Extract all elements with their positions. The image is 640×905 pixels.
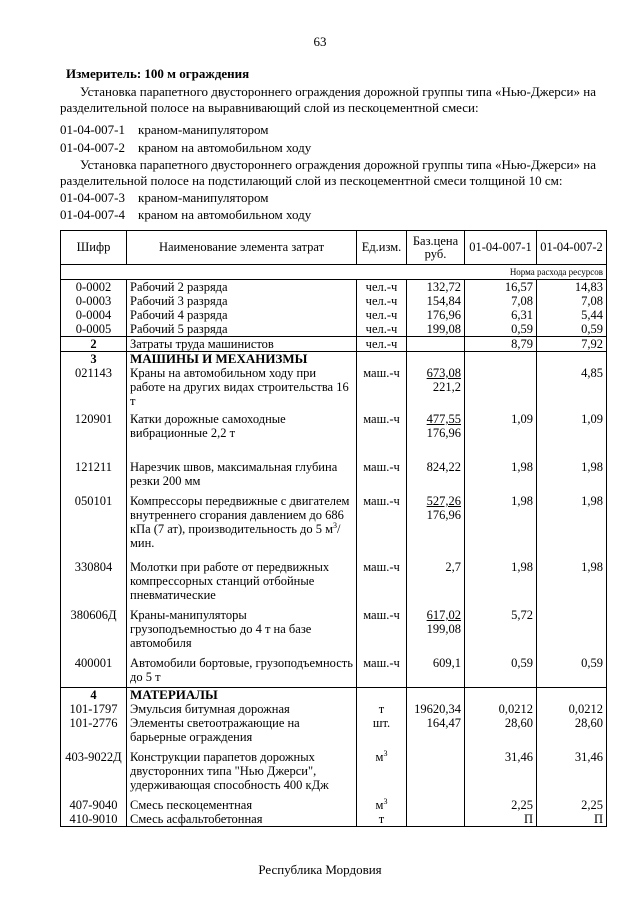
code: 01-04-007-2 bbox=[60, 140, 125, 155]
machine-name: Компрессоры передвижные с двигателем внутреннего сгорания давлением до 686 кПа (7 ат), производительность до 5 м bbox=[130, 494, 350, 536]
price-bottom: 221,2 bbox=[432, 380, 461, 394]
cell-unit: маш.-ч bbox=[357, 608, 407, 656]
unit-text: т bbox=[378, 701, 385, 716]
section-row-materials bbox=[61, 687, 607, 702]
cell-value-1: 2,25 bbox=[465, 798, 537, 812]
name-tail: /мин. bbox=[130, 522, 341, 550]
cell-name: Смесь асфальтобетонная bbox=[127, 812, 357, 827]
cell-code: 330804 bbox=[61, 560, 127, 608]
cell-unit: маш.-ч bbox=[357, 494, 407, 560]
cell-price: 199,08 bbox=[407, 322, 465, 337]
cell-value-2: 1,98 bbox=[537, 560, 607, 608]
cell-value-1: 1,98 bbox=[465, 460, 537, 494]
cell-value-1: 1,09 bbox=[465, 412, 537, 460]
price-top: 617,02 bbox=[426, 608, 461, 622]
header-unit: Ед.изм. bbox=[357, 231, 407, 265]
cell-value-2: 2,25 bbox=[537, 798, 607, 812]
header-col-1: 01-04-007-1 bbox=[465, 231, 537, 265]
header-name: Наименование элемента затрат bbox=[127, 231, 357, 265]
cell-value-1: П bbox=[465, 812, 537, 827]
header-price: Баз.цена руб. bbox=[407, 231, 465, 265]
cell-name bbox=[127, 460, 357, 494]
price-top: 527,26 bbox=[426, 494, 461, 508]
cell-code: 050101 bbox=[61, 494, 127, 560]
cell-unit bbox=[357, 750, 407, 798]
cell-value-1: 0,59 bbox=[465, 656, 537, 687]
cell-value-1: 0,59 bbox=[465, 322, 537, 337]
cell-price bbox=[407, 812, 465, 827]
price-bottom: 609,1 bbox=[432, 656, 461, 670]
cell-empty bbox=[407, 352, 465, 367]
cell-unit: чел.-ч bbox=[357, 337, 407, 352]
cell-value-2 bbox=[537, 608, 607, 656]
cell-price bbox=[407, 798, 465, 812]
cell-code: 021143 bbox=[61, 366, 127, 412]
machine-name: Нарезчик швов, максимальная глубина резки 200 мм bbox=[130, 460, 338, 488]
price-bottom: 2,7 bbox=[445, 560, 461, 574]
price-top: 477,55 bbox=[426, 412, 461, 426]
machine-name: Краны на автомобильном ходу при работе на других видах строительства 16 т bbox=[130, 366, 349, 408]
cell-value-2: 0,59 bbox=[537, 656, 607, 687]
code-line-3 bbox=[60, 190, 269, 206]
intro-paragraph-2: Установка парапетного двустороннего ограждения дорожной группы типа «Нью-Джерси» на разделительной полосе на подстилающий слой из пескоцементной смеси толщиной 10 см: bbox=[60, 157, 596, 188]
cell-value-2: 7,92 bbox=[537, 337, 607, 352]
cell-name bbox=[127, 608, 357, 656]
unit-text: м bbox=[375, 797, 384, 812]
table-row bbox=[61, 798, 607, 812]
cell-value-2: 0,59 bbox=[537, 322, 607, 337]
cell-code: 380606Д bbox=[61, 608, 127, 656]
cell-code: 407-9040 bbox=[61, 798, 127, 812]
cell-price bbox=[407, 460, 465, 494]
resource-norms-table bbox=[60, 230, 607, 827]
cell-value-2: 1,09 bbox=[537, 412, 607, 460]
unit-text: шт. bbox=[372, 715, 391, 730]
cell-value-2: 1,98 bbox=[537, 494, 607, 560]
table-row bbox=[61, 812, 607, 827]
cell-price: 132,72 bbox=[407, 280, 465, 295]
cell-unit: маш.-ч bbox=[357, 560, 407, 608]
cell-empty bbox=[465, 687, 537, 702]
code-line-4 bbox=[60, 207, 311, 223]
cell-value-1 bbox=[465, 366, 537, 412]
table-row bbox=[61, 716, 607, 750]
table-header-row bbox=[61, 231, 607, 265]
cell-price: 19620,34 bbox=[407, 702, 465, 716]
machine-name: Молотки при работе от передвижных компрессорных станций отбойные пневматические bbox=[130, 560, 330, 602]
cell-value-2: 14,83 bbox=[537, 280, 607, 295]
intro-paragraph-1: Установка парапетного двустороннего ограждения дорожной группы типа «Нью-Джерси» на разделительной полосе на выравнивающий слой из пескоцементной смеси: bbox=[60, 84, 596, 115]
section-title: МАТЕРИАЛЫ bbox=[127, 687, 357, 702]
table-row bbox=[61, 494, 607, 560]
cell-name: Рабочий 4 разряда bbox=[127, 308, 357, 322]
table-row bbox=[61, 656, 607, 687]
price-bottom: 199,08 bbox=[426, 622, 461, 636]
cell-name bbox=[127, 412, 357, 460]
cell-value-1: 16,57 bbox=[465, 280, 537, 295]
cell-value-2: 28,60 bbox=[537, 716, 607, 750]
cell-empty bbox=[537, 352, 607, 367]
table-row bbox=[61, 308, 607, 322]
cell-unit: маш.-ч bbox=[357, 656, 407, 687]
code-label: краном на автомобильном ходу bbox=[138, 140, 312, 155]
code-line-2 bbox=[60, 140, 311, 156]
cell-price bbox=[407, 608, 465, 656]
price-bottom: 176,96 bbox=[426, 426, 461, 440]
cell-code: 4 bbox=[61, 687, 127, 702]
table-row bbox=[61, 750, 607, 798]
table-row bbox=[61, 412, 607, 460]
cell-price bbox=[407, 494, 465, 560]
cell-name bbox=[127, 560, 357, 608]
cell-code: 120901 bbox=[61, 412, 127, 460]
cell-price bbox=[407, 412, 465, 460]
cell-unit: маш.-ч bbox=[357, 460, 407, 494]
cell-code: 2 bbox=[61, 337, 127, 352]
cell-value-1: 1,98 bbox=[465, 494, 537, 560]
cell-unit bbox=[357, 812, 407, 827]
cell-empty bbox=[357, 352, 407, 367]
cell-name: Элементы светоотражающие на барьерные ограждения bbox=[127, 716, 357, 750]
cell-unit: маш.-ч bbox=[357, 412, 407, 460]
cell-price: 176,96 bbox=[407, 308, 465, 322]
machine-name: Краны-манипуляторы грузоподъемностью до 4 т на базе автомобиля bbox=[130, 608, 312, 650]
cell-code: 410-9010 bbox=[61, 812, 127, 827]
code-label: краном-манипулятором bbox=[138, 122, 269, 137]
cell-price bbox=[407, 366, 465, 412]
price-bottom: 176,96 bbox=[426, 508, 461, 522]
cell-name: Эмульсия битумная дорожная bbox=[127, 702, 357, 716]
cell-price bbox=[407, 337, 465, 352]
table-row-driver bbox=[61, 337, 607, 352]
machine-name: Автомобили бортовые, грузоподъемность до 5 т bbox=[130, 656, 353, 684]
cell-value-2: 5,44 bbox=[537, 308, 607, 322]
cell-unit: чел.-ч bbox=[357, 322, 407, 337]
cell-unit bbox=[357, 702, 407, 716]
table-row bbox=[61, 294, 607, 308]
price-bottom: 824,22 bbox=[426, 460, 461, 474]
norm-label: Норма расхода ресурсов bbox=[61, 265, 607, 280]
cell-name: Рабочий 3 разряда bbox=[127, 294, 357, 308]
section-row-machines bbox=[61, 352, 607, 367]
cell-name: Рабочий 2 разряда bbox=[127, 280, 357, 295]
superscript: 3 bbox=[383, 796, 388, 806]
section-title: МАШИНЫ И МЕХАНИЗМЫ bbox=[127, 352, 357, 367]
cell-code: 0-0002 bbox=[61, 280, 127, 295]
cell-unit: маш.-ч bbox=[357, 366, 407, 412]
cell-value-2: 31,46 bbox=[537, 750, 607, 798]
cell-name: Конструкции парапетов дорожных двусторонних типа "Нью Джерси", удерживающая способность 400 кДж bbox=[127, 750, 357, 798]
cell-unit bbox=[357, 798, 407, 812]
cell-price bbox=[407, 560, 465, 608]
cell-empty bbox=[465, 352, 537, 367]
unit-text: м bbox=[375, 749, 384, 764]
page-number: 63 bbox=[313, 34, 327, 49]
table-row bbox=[61, 366, 607, 412]
cell-code: 101-1797 bbox=[61, 702, 127, 716]
cell-empty bbox=[537, 687, 607, 702]
cell-value-2: 4,85 bbox=[537, 366, 607, 412]
cell-code: 400001 bbox=[61, 656, 127, 687]
table-row bbox=[61, 280, 607, 295]
cell-unit: чел.-ч bbox=[357, 280, 407, 295]
code-line-1 bbox=[60, 122, 269, 138]
cell-value-1: 6,31 bbox=[465, 308, 537, 322]
cell-name bbox=[127, 494, 357, 560]
cell-value-1: 0,0212 bbox=[465, 702, 537, 716]
cell-value-2: 7,08 bbox=[537, 294, 607, 308]
header-code: Шифр bbox=[61, 231, 127, 265]
cell-code: 3 bbox=[61, 352, 127, 367]
meter-heading: Измеритель: 100 м ограждения bbox=[66, 66, 250, 81]
code-label: краном-манипулятором bbox=[138, 190, 269, 205]
table-row bbox=[61, 460, 607, 494]
cell-value-2: 1,98 bbox=[537, 460, 607, 494]
code: 01-04-007-3 bbox=[60, 190, 125, 205]
cell-empty bbox=[357, 687, 407, 702]
cell-value-1: 28,60 bbox=[465, 716, 537, 750]
table-row bbox=[61, 322, 607, 337]
cell-price: 154,84 bbox=[407, 294, 465, 308]
cell-code: 0-0003 bbox=[61, 294, 127, 308]
cell-name: Рабочий 5 разряда bbox=[127, 322, 357, 337]
cell-empty bbox=[407, 687, 465, 702]
cell-price: 164,47 bbox=[407, 716, 465, 750]
cell-name: Затраты труда машинистов bbox=[127, 337, 357, 352]
footer-region: Республика Мордовия bbox=[258, 862, 382, 877]
machine-name: Катки дорожные самоходные вибрационные 2,2 т bbox=[130, 412, 286, 440]
cell-value-1: 1,98 bbox=[465, 560, 537, 608]
cell-value-1: 5,72 bbox=[465, 608, 537, 656]
cell-code: 121211 bbox=[61, 460, 127, 494]
cell-code: 0-0004 bbox=[61, 308, 127, 322]
cell-code: 403-9022Д bbox=[61, 750, 127, 798]
cell-name bbox=[127, 366, 357, 412]
cell-unit bbox=[357, 716, 407, 750]
table-row bbox=[61, 608, 607, 656]
cell-value-1: 8,79 bbox=[465, 337, 537, 352]
cell-value-2: П bbox=[537, 812, 607, 827]
code: 01-04-007-4 bbox=[60, 207, 125, 222]
cell-value-2: 0,0212 bbox=[537, 702, 607, 716]
superscript: 3 bbox=[383, 748, 388, 758]
cell-name bbox=[127, 656, 357, 687]
cell-price bbox=[407, 656, 465, 687]
cell-unit: чел.-ч bbox=[357, 308, 407, 322]
unit-text: т bbox=[378, 811, 385, 826]
code: 01-04-007-1 bbox=[60, 122, 125, 137]
code-label: краном на автомобильном ходу bbox=[138, 207, 312, 222]
price-top: 673,08 bbox=[426, 366, 461, 380]
cell-price bbox=[407, 750, 465, 798]
table-row bbox=[61, 560, 607, 608]
cell-value-1: 31,46 bbox=[465, 750, 537, 798]
cell-code: 0-0005 bbox=[61, 322, 127, 337]
cell-value-1: 7,08 bbox=[465, 294, 537, 308]
norm-label-row bbox=[61, 265, 607, 280]
superscript: 3 bbox=[333, 520, 338, 530]
cell-code: 101-2776 bbox=[61, 716, 127, 750]
table-row bbox=[61, 702, 607, 716]
cell-unit: чел.-ч bbox=[357, 294, 407, 308]
cell-name: Смесь пескоцементная bbox=[127, 798, 357, 812]
header-col-2: 01-04-007-2 bbox=[537, 231, 607, 265]
